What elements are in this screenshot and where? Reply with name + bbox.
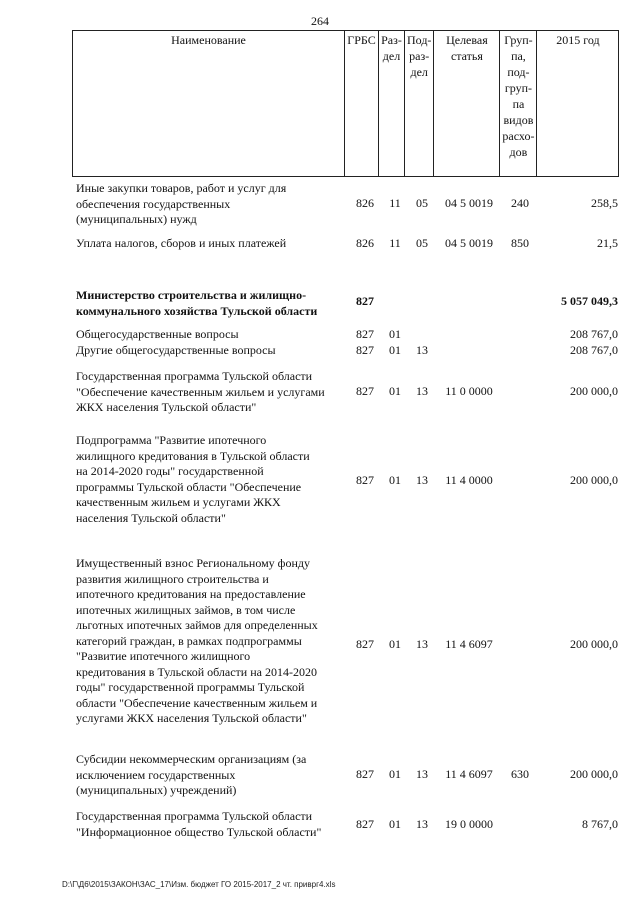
row-subsection: 13 (416, 767, 428, 781)
row-target: 19 0 0000 (445, 817, 493, 831)
row-section: 01 (389, 817, 401, 831)
row-section: 01 (389, 384, 401, 398)
row-amount: 208 767,0 (570, 343, 618, 357)
row-grbs: 826 (356, 236, 374, 250)
row-subsection: 13 (416, 343, 428, 357)
row-subsection: 13 (416, 384, 428, 398)
row-section: 11 (389, 196, 401, 210)
row-name: Другие общегосударственные вопросы (76, 343, 276, 357)
row-target: 11 4 6097 (445, 767, 493, 781)
row-section: 01 (389, 767, 401, 781)
row-name: Имущественный взнос Региональному фонду развития жилищного строительства и ипотечного кредитования на предоставление ипотечных жилищных займов, в том числе льготных ипотечных займов для определенных категорий граждан, в рамках подпрограммы "Развитие ипотечного жилищного кредитования в Тульской области на 2014-2020 годы" государственной программы Тульской области "Обеспечение качественным жильем и услугами ЖКХ населения Тульской области" (76, 556, 318, 725)
row-grbs: 827 (356, 384, 374, 398)
row-amount: 200 000,0 (570, 637, 618, 651)
row-name: Субсидии некоммерческим организациям (за исключением государственных (муниципальных) учреждений) (76, 752, 307, 797)
page-number: 264 (311, 14, 329, 28)
row-grbs: 827 (356, 817, 374, 831)
header-name: Наименование (73, 31, 345, 177)
row-name: Государственная программа Тульской области "Информационное общество Тульской области" (76, 809, 322, 839)
header-grbs: ГРБС (345, 31, 379, 177)
row-amount: 200 000,0 (570, 767, 618, 781)
row-target: 11 0 0000 (445, 384, 493, 398)
row-name: Уплата налогов, сборов и иных платежей (76, 236, 287, 250)
row-subsection: 13 (416, 817, 428, 831)
row-section: 01 (389, 473, 401, 487)
row-amount: 258,5 (591, 196, 618, 210)
row-grbs: 827 (356, 327, 374, 341)
row-target: 11 4 6097 (445, 637, 493, 651)
row-section: 01 (389, 637, 401, 651)
budget-table-header (72, 30, 619, 177)
row-target: 04 5 0019 (445, 236, 493, 250)
row-subsection: 05 (416, 196, 428, 210)
row-amount: 200 000,0 (570, 384, 618, 398)
row-name: Подпрограмма "Развитие ипотечного жилищного кредитования в Тульской области на 2014-2020 годы" государственной программы Тульской области "Обеспечение качественным жильем и услугами ЖКХ населения Тульской области" (76, 433, 310, 525)
file-path-footer: D:\Г\Д6\2015\ЗАКОН\ЗАС_17\Изм. бюджет ГО 2015-2017_2 чт. приврг4.xls (62, 880, 336, 889)
row-target: 11 4 0000 (445, 473, 493, 487)
row-subsection: 05 (416, 236, 428, 250)
row-section: 01 (389, 343, 401, 357)
row-grbs: 826 (356, 196, 374, 210)
row-grbs: 827 (356, 767, 374, 781)
row-subsection: 13 (416, 637, 428, 651)
row-section: 01 (389, 327, 401, 341)
row-name: Общегосударственные вопросы (76, 327, 239, 341)
row-target: 04 5 0019 (445, 196, 493, 210)
header-year: 2015 год (537, 31, 619, 177)
row-subsection: 13 (416, 473, 428, 487)
row-amount: 208 767,0 (570, 327, 618, 341)
row-group: 240 (511, 196, 529, 210)
header-target: Целевая статья (434, 31, 500, 177)
row-grbs: 827 (356, 473, 374, 487)
row-name: Министерство строительства и жилищно- коммунального хозяйства Тульской области (76, 288, 318, 318)
row-section: 11 (389, 236, 401, 250)
row-group: 850 (511, 236, 529, 250)
row-name: Государственная программа Тульской области "Обеспечение качественным жильем и услугами ЖКХ населения Тульской области" (76, 369, 325, 414)
row-amount: 5 057 049,3 (561, 294, 618, 308)
header-subsection: Под- раз- дел (405, 31, 434, 177)
row-amount: 200 000,0 (570, 473, 618, 487)
row-grbs: 827 (356, 637, 374, 651)
row-amount: 21,5 (597, 236, 618, 250)
row-name: Иные закупки товаров, работ и услуг для обеспечения государственных (муниципальных) нужд (76, 181, 287, 226)
row-grbs: 827 (356, 343, 374, 357)
row-group: 630 (511, 767, 529, 781)
row-grbs: 827 (356, 294, 374, 308)
header-group: Груп- па, под- груп- па видов расхо- дов (500, 31, 537, 177)
header-section: Раз- дел (379, 31, 405, 177)
row-amount: 8 767,0 (582, 817, 618, 831)
